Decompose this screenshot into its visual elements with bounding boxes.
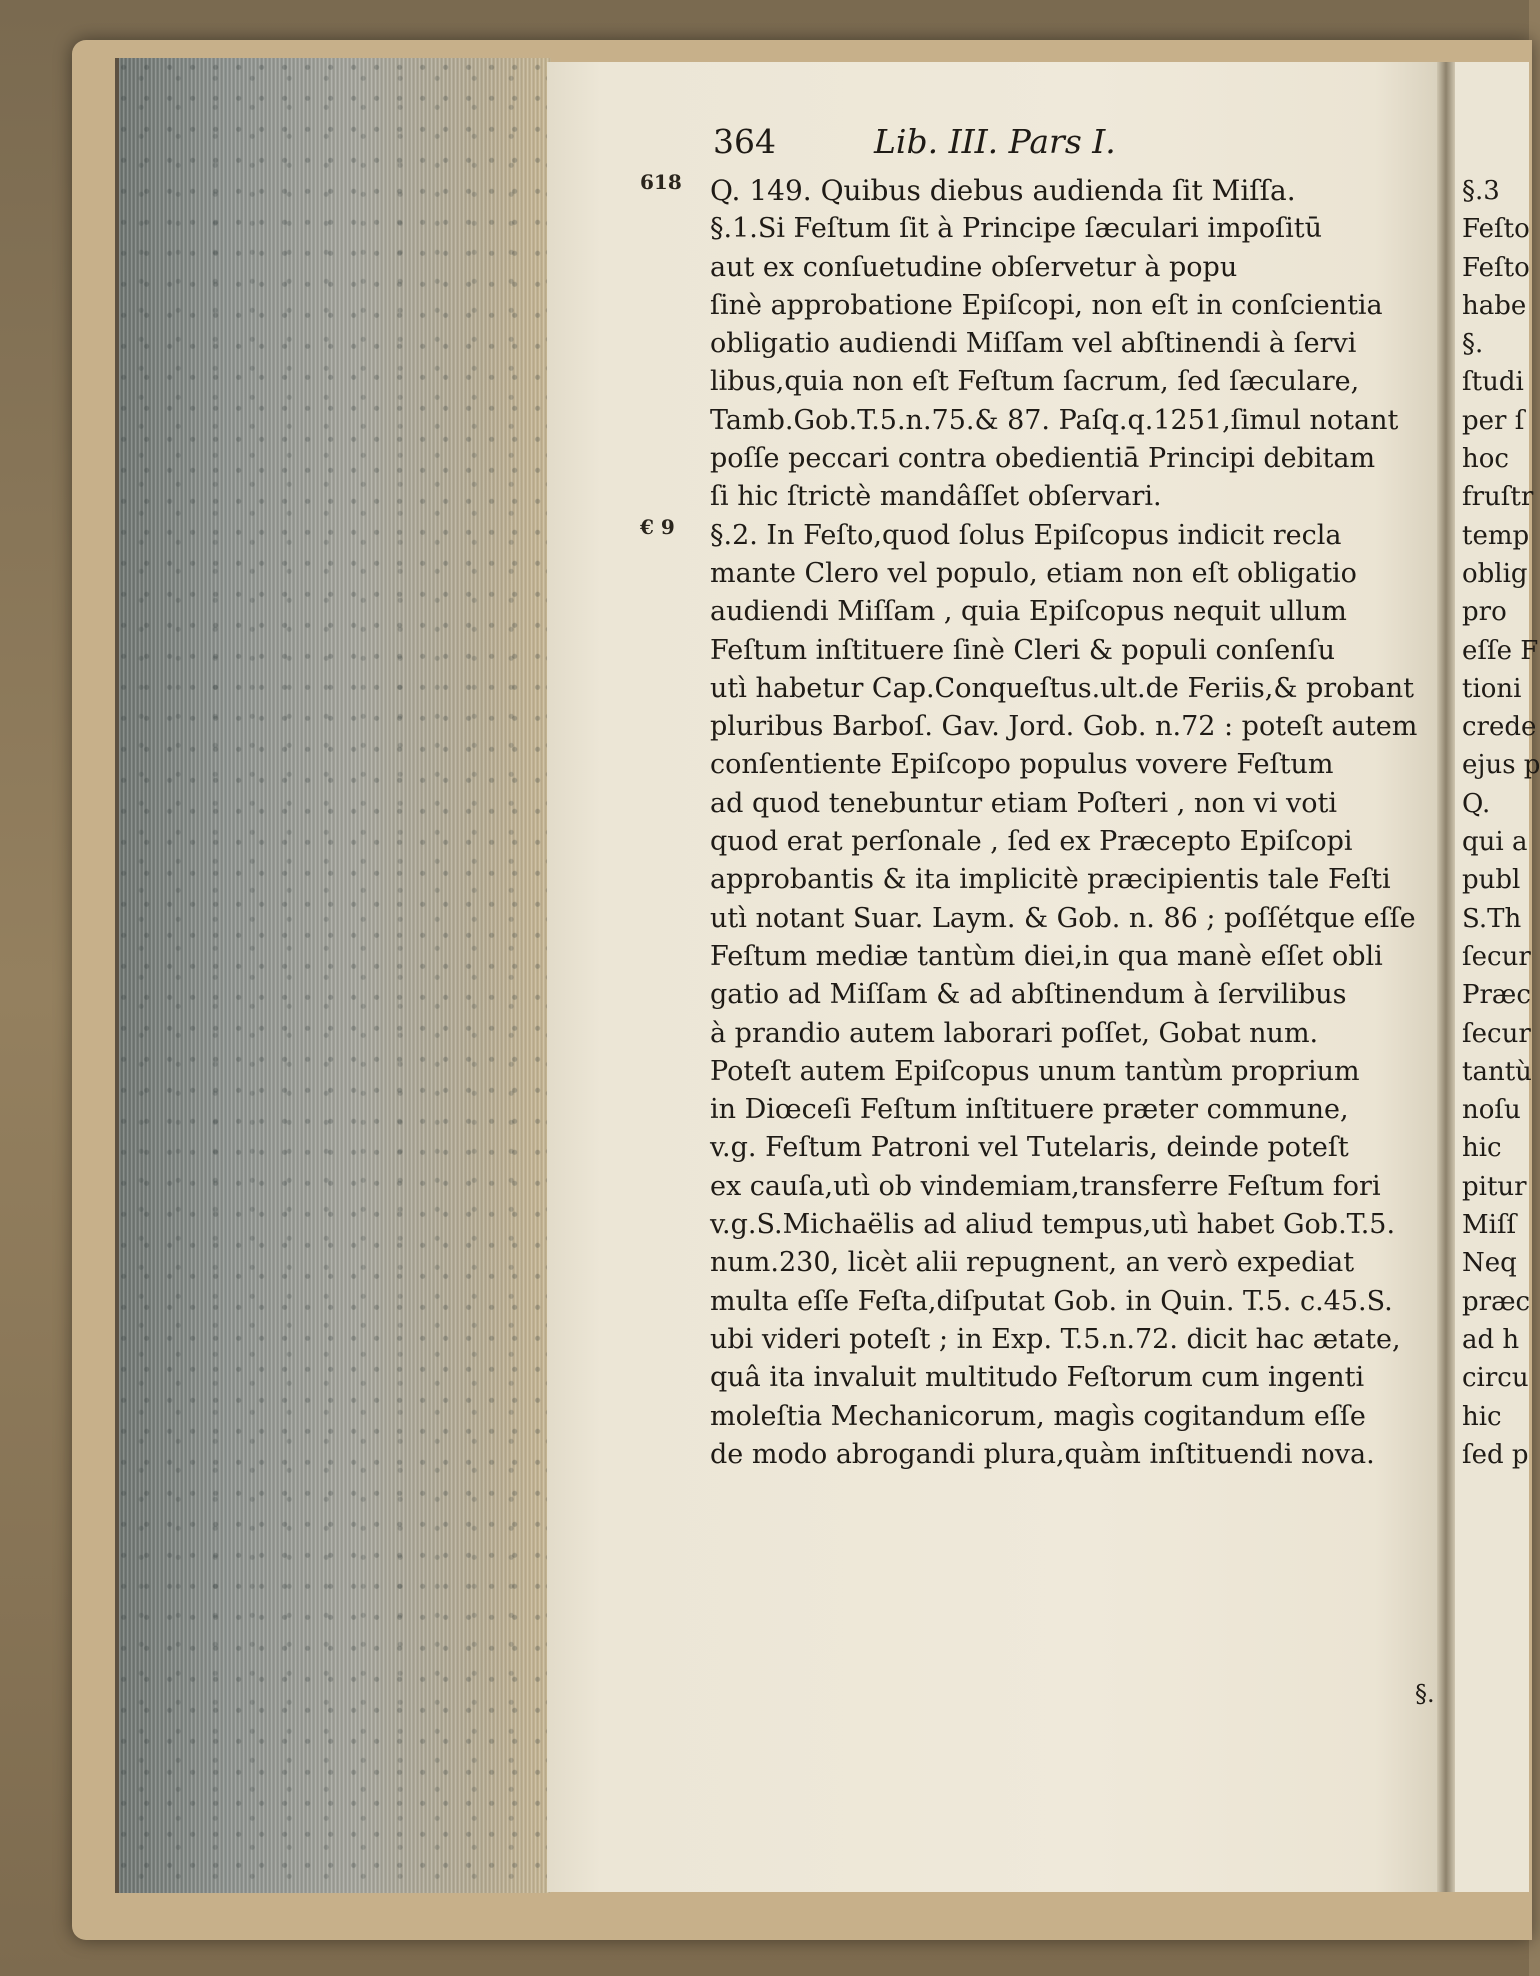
question-heading: Q. 149. Quibus diebus audienda ſit Miſſa.	[710, 174, 1296, 207]
text-line: obligatio audiendi Miſſam vel abſtinendi à ſervi	[710, 328, 1357, 360]
page-edges	[115, 58, 551, 1893]
text-line: Feſtum mediæ tantùm diei,in qua manè eſſet obli	[710, 940, 1383, 972]
text-line: Poteſt autem Epiſcopus unum tantùm proprium	[710, 1055, 1360, 1087]
text-line: quod erat perſonale , ſed ex Præcepto Epiſcopi	[710, 826, 1353, 858]
next-page-line: S.Th	[1462, 903, 1522, 934]
running-head	[713, 122, 1116, 161]
text-line: conſentiente Epiſcopo populus vovere Feſtum	[710, 749, 1334, 781]
text-line: ad quod tenebuntur etiam Poſteri , non vi voti	[710, 787, 1338, 819]
margin-note: 618	[640, 170, 682, 194]
next-page-line: publ	[1462, 865, 1521, 896]
text-line: quâ ita invaluit multitudo Feſtorum cum ingenti	[710, 1362, 1365, 1394]
text-line: v.g.S.Michaëlis ad aliud tempus,utì habet Gob.T.5.	[710, 1209, 1396, 1241]
next-page-text	[1462, 172, 1540, 1474]
next-page-line: Neq	[1462, 1248, 1517, 1279]
next-page-line: fruſtr	[1462, 482, 1534, 513]
text-line: Feſtum inſtituere ſinè Cleri & populi conſenſu	[710, 634, 1336, 666]
next-page-line: tioni	[1462, 673, 1522, 704]
next-page-line: Q.	[1462, 788, 1491, 819]
next-page-line: ſtudi	[1462, 367, 1524, 398]
text-line: moleſtia Mechanicorum, magìs cogitandum eſſe	[710, 1400, 1366, 1432]
margin-note: € 9	[640, 515, 675, 539]
next-page-line: oblig	[1462, 558, 1528, 589]
text-line: à prandio autem laborari poſſet, Gobat num.	[710, 1017, 1319, 1049]
next-page-line: ſed p	[1462, 1439, 1529, 1470]
text-line: de modo abrogandi plura,quàm inſtituendi nova.	[710, 1438, 1375, 1470]
text-line: ex cauſa,utì ob vindemiam,transferre Feſtum fori	[710, 1170, 1381, 1202]
next-page-line: Feſto	[1462, 252, 1530, 283]
text-line: §.2. In Feſto,quod ſolus Epiſcopus indicit recla	[710, 519, 1342, 551]
next-page-line: circu	[1462, 1363, 1529, 1394]
text-line: audiendi Miſſam , quia Epiſcopus nequit ullum	[710, 596, 1347, 628]
next-page-line: ejus p	[1462, 750, 1540, 781]
text-line: ſi hic ſtrictè mandâſſet obſervari.	[710, 481, 1162, 513]
text-line: num.230, licèt alii repugnent, an verò expediat	[710, 1247, 1355, 1279]
next-page-line: ſecur	[1462, 941, 1531, 972]
next-page-line: Feſto	[1462, 214, 1530, 245]
next-page-line: ſecur	[1462, 1018, 1531, 1049]
text-line: utì notant Suar. Laym. & Gob. n. 86 ; poſſétque eſſe	[710, 902, 1416, 934]
next-page-line: §.	[1462, 329, 1484, 360]
text-line: aut ex conſuetudine obſervetur à popu	[710, 251, 1238, 283]
next-page-line: temp	[1462, 520, 1530, 551]
text-line: multa eſſe Feſta,diſputat Gob. in Quin. T.5. c.45.S.	[710, 1285, 1393, 1317]
next-page-line: noſu	[1462, 1095, 1521, 1126]
text-line: mante Clero vel populo, etiam non eſt obligatio	[710, 557, 1357, 589]
text-line: Tamb.Gob.T.5.n.75.& 87. Paſq.q.1251,ſimul notant	[710, 404, 1399, 436]
catchword: §.	[1415, 1680, 1435, 1708]
text-line: in Diœceſi Feſtum inſtituere præter commune,	[710, 1094, 1349, 1126]
text-line: libus,quia non eſt Feſtum ſacrum, ſed ſæculare,	[710, 366, 1360, 398]
page-number: 364	[713, 122, 776, 161]
running-title: Lib. III. Pars I.	[874, 122, 1116, 161]
edge-speckle	[119, 58, 551, 1893]
text-line: gatio ad Miſſam & ad abſtinendum à ſervilibus	[710, 979, 1347, 1011]
next-page-line: §.3	[1462, 176, 1500, 206]
next-page-line: ad h	[1462, 1324, 1520, 1355]
next-page-line: habe	[1462, 290, 1527, 321]
next-page-line: Miſſ	[1462, 1210, 1517, 1241]
next-page-line: hic	[1462, 1401, 1502, 1432]
next-page-line: per ſ	[1462, 405, 1525, 436]
text-line: v.g. Feſtum Patroni vel Tutelaris, deinde poteſt	[710, 1132, 1349, 1164]
text-line: pluribus Barboſ. Gav. Jord. Gob. n.72 : poteſt autem	[710, 711, 1418, 743]
next-page-line: eſſe F	[1462, 635, 1539, 666]
next-page-line: crede	[1462, 712, 1537, 743]
text-line: ſinè approbatione Epiſcopi, non eſt in conſcientia	[710, 289, 1383, 321]
next-page-line: hoc	[1462, 444, 1509, 475]
text-line: approbantis & ita implicitè præcipientis tale Feſti	[710, 864, 1391, 896]
next-page-line: hic	[1462, 1133, 1502, 1164]
text-line: utì habetur Cap.Conqueſtus.ult.de Feriis,& probant	[710, 672, 1415, 704]
text-line: poſſe peccari contra obedientiā Principi debitam	[710, 443, 1376, 475]
next-page-line: præc	[1462, 1286, 1531, 1317]
text-line: §.1.Si Feſtum ſit à Principe ſæculari impoſitū	[710, 213, 1323, 245]
next-page-line: pitur	[1462, 1171, 1527, 1202]
next-page-line: qui a	[1462, 827, 1528, 858]
next-page-line: Præc	[1462, 980, 1531, 1011]
next-page-line: pro	[1462, 597, 1507, 628]
next-page-line: tantù	[1462, 1056, 1532, 1087]
body-text	[710, 172, 1442, 1474]
text-line: ubi videri poteſt ; in Exp. T.5.n.72. dicit hac ætate,	[710, 1323, 1401, 1355]
